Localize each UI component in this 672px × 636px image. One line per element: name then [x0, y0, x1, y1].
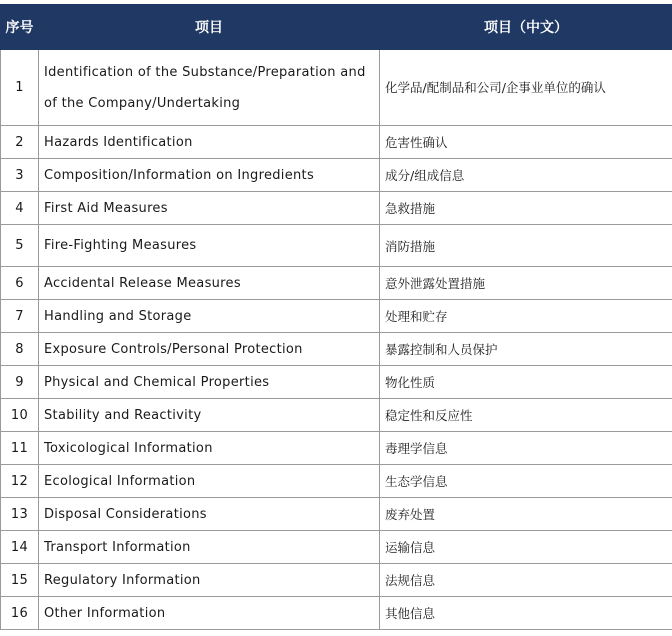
header-number: 序号 [1, 5, 39, 50]
row-item-cn: 其他信息 [380, 597, 672, 630]
row-number: 10 [1, 399, 39, 432]
row-item-cn: 物化性质 [380, 366, 672, 399]
row-item-en: Composition/Information on Ingredients [39, 159, 380, 192]
header-item-cn: 项目（中文） [380, 5, 672, 50]
row-item-en: Regulatory Information [39, 564, 380, 597]
row-item-en: Ecological Information [39, 465, 380, 498]
row-item-cn: 毒理学信息 [380, 432, 672, 465]
table-row [1, 366, 672, 399]
row-number: 3 [1, 159, 39, 192]
row-item-en: Physical and Chemical Properties [39, 366, 380, 399]
table-row [1, 432, 672, 465]
row-item-en: Hazards Identification [39, 126, 380, 159]
row-item-en: Accidental Release Measures [39, 267, 380, 300]
row-item-en: Exposure Controls/Personal Protection [39, 333, 380, 366]
header-item: 项目 [39, 5, 380, 50]
table-row [1, 192, 672, 225]
table-row [1, 498, 672, 531]
row-number: 15 [1, 564, 39, 597]
table-row [1, 399, 672, 432]
table-row [1, 564, 672, 597]
row-number: 5 [1, 225, 39, 267]
row-item-en: Fire-Fighting Measures [39, 225, 380, 267]
table-row [1, 531, 672, 564]
row-item-en: First Aid Measures [39, 192, 380, 225]
row-item-cn: 消防措施 [380, 225, 672, 267]
row-item-en: Disposal Considerations [39, 498, 380, 531]
row-item-en: Transport Information [39, 531, 380, 564]
sds-sections-table [0, 4, 672, 630]
row-number: 9 [1, 366, 39, 399]
table-row [1, 597, 672, 630]
row-item-en: Other Information [39, 597, 380, 630]
row-item-cn: 急救措施 [380, 192, 672, 225]
row-number: 1 [1, 50, 39, 126]
row-number: 16 [1, 597, 39, 630]
row-number: 2 [1, 126, 39, 159]
table-row [1, 126, 672, 159]
row-item-cn: 运输信息 [380, 531, 672, 564]
row-item-cn: 意外泄露处置措施 [380, 267, 672, 300]
row-item-en: Stability and Reactivity [39, 399, 380, 432]
row-item-cn: 法规信息 [380, 564, 672, 597]
row-number: 6 [1, 267, 39, 300]
row-item-en: Toxicological Information [39, 432, 380, 465]
table-row [1, 50, 672, 126]
row-item-cn: 危害性确认 [380, 126, 672, 159]
row-item-en: Identification of the Substance/Preparation and of the Company/Undertaking [39, 50, 380, 126]
row-item-cn: 化学品/配制品和公司/企事业单位的确认 [380, 50, 672, 126]
table-row [1, 267, 672, 300]
row-number: 4 [1, 192, 39, 225]
row-item-en: Handling and Storage [39, 300, 380, 333]
row-item-cn: 稳定性和反应性 [380, 399, 672, 432]
row-number: 13 [1, 498, 39, 531]
row-number: 12 [1, 465, 39, 498]
table-row [1, 300, 672, 333]
row-item-cn: 处理和贮存 [380, 300, 672, 333]
row-item-cn: 暴露控制和人员保护 [380, 333, 672, 366]
table-row [1, 159, 672, 192]
table-row [1, 465, 672, 498]
row-item-cn: 生态学信息 [380, 465, 672, 498]
table-row [1, 333, 672, 366]
table-header-row [1, 5, 672, 50]
row-number: 7 [1, 300, 39, 333]
row-number: 14 [1, 531, 39, 564]
row-number: 11 [1, 432, 39, 465]
table-row [1, 225, 672, 267]
row-item-cn: 废弃处置 [380, 498, 672, 531]
row-number: 8 [1, 333, 39, 366]
row-item-cn: 成分/组成信息 [380, 159, 672, 192]
